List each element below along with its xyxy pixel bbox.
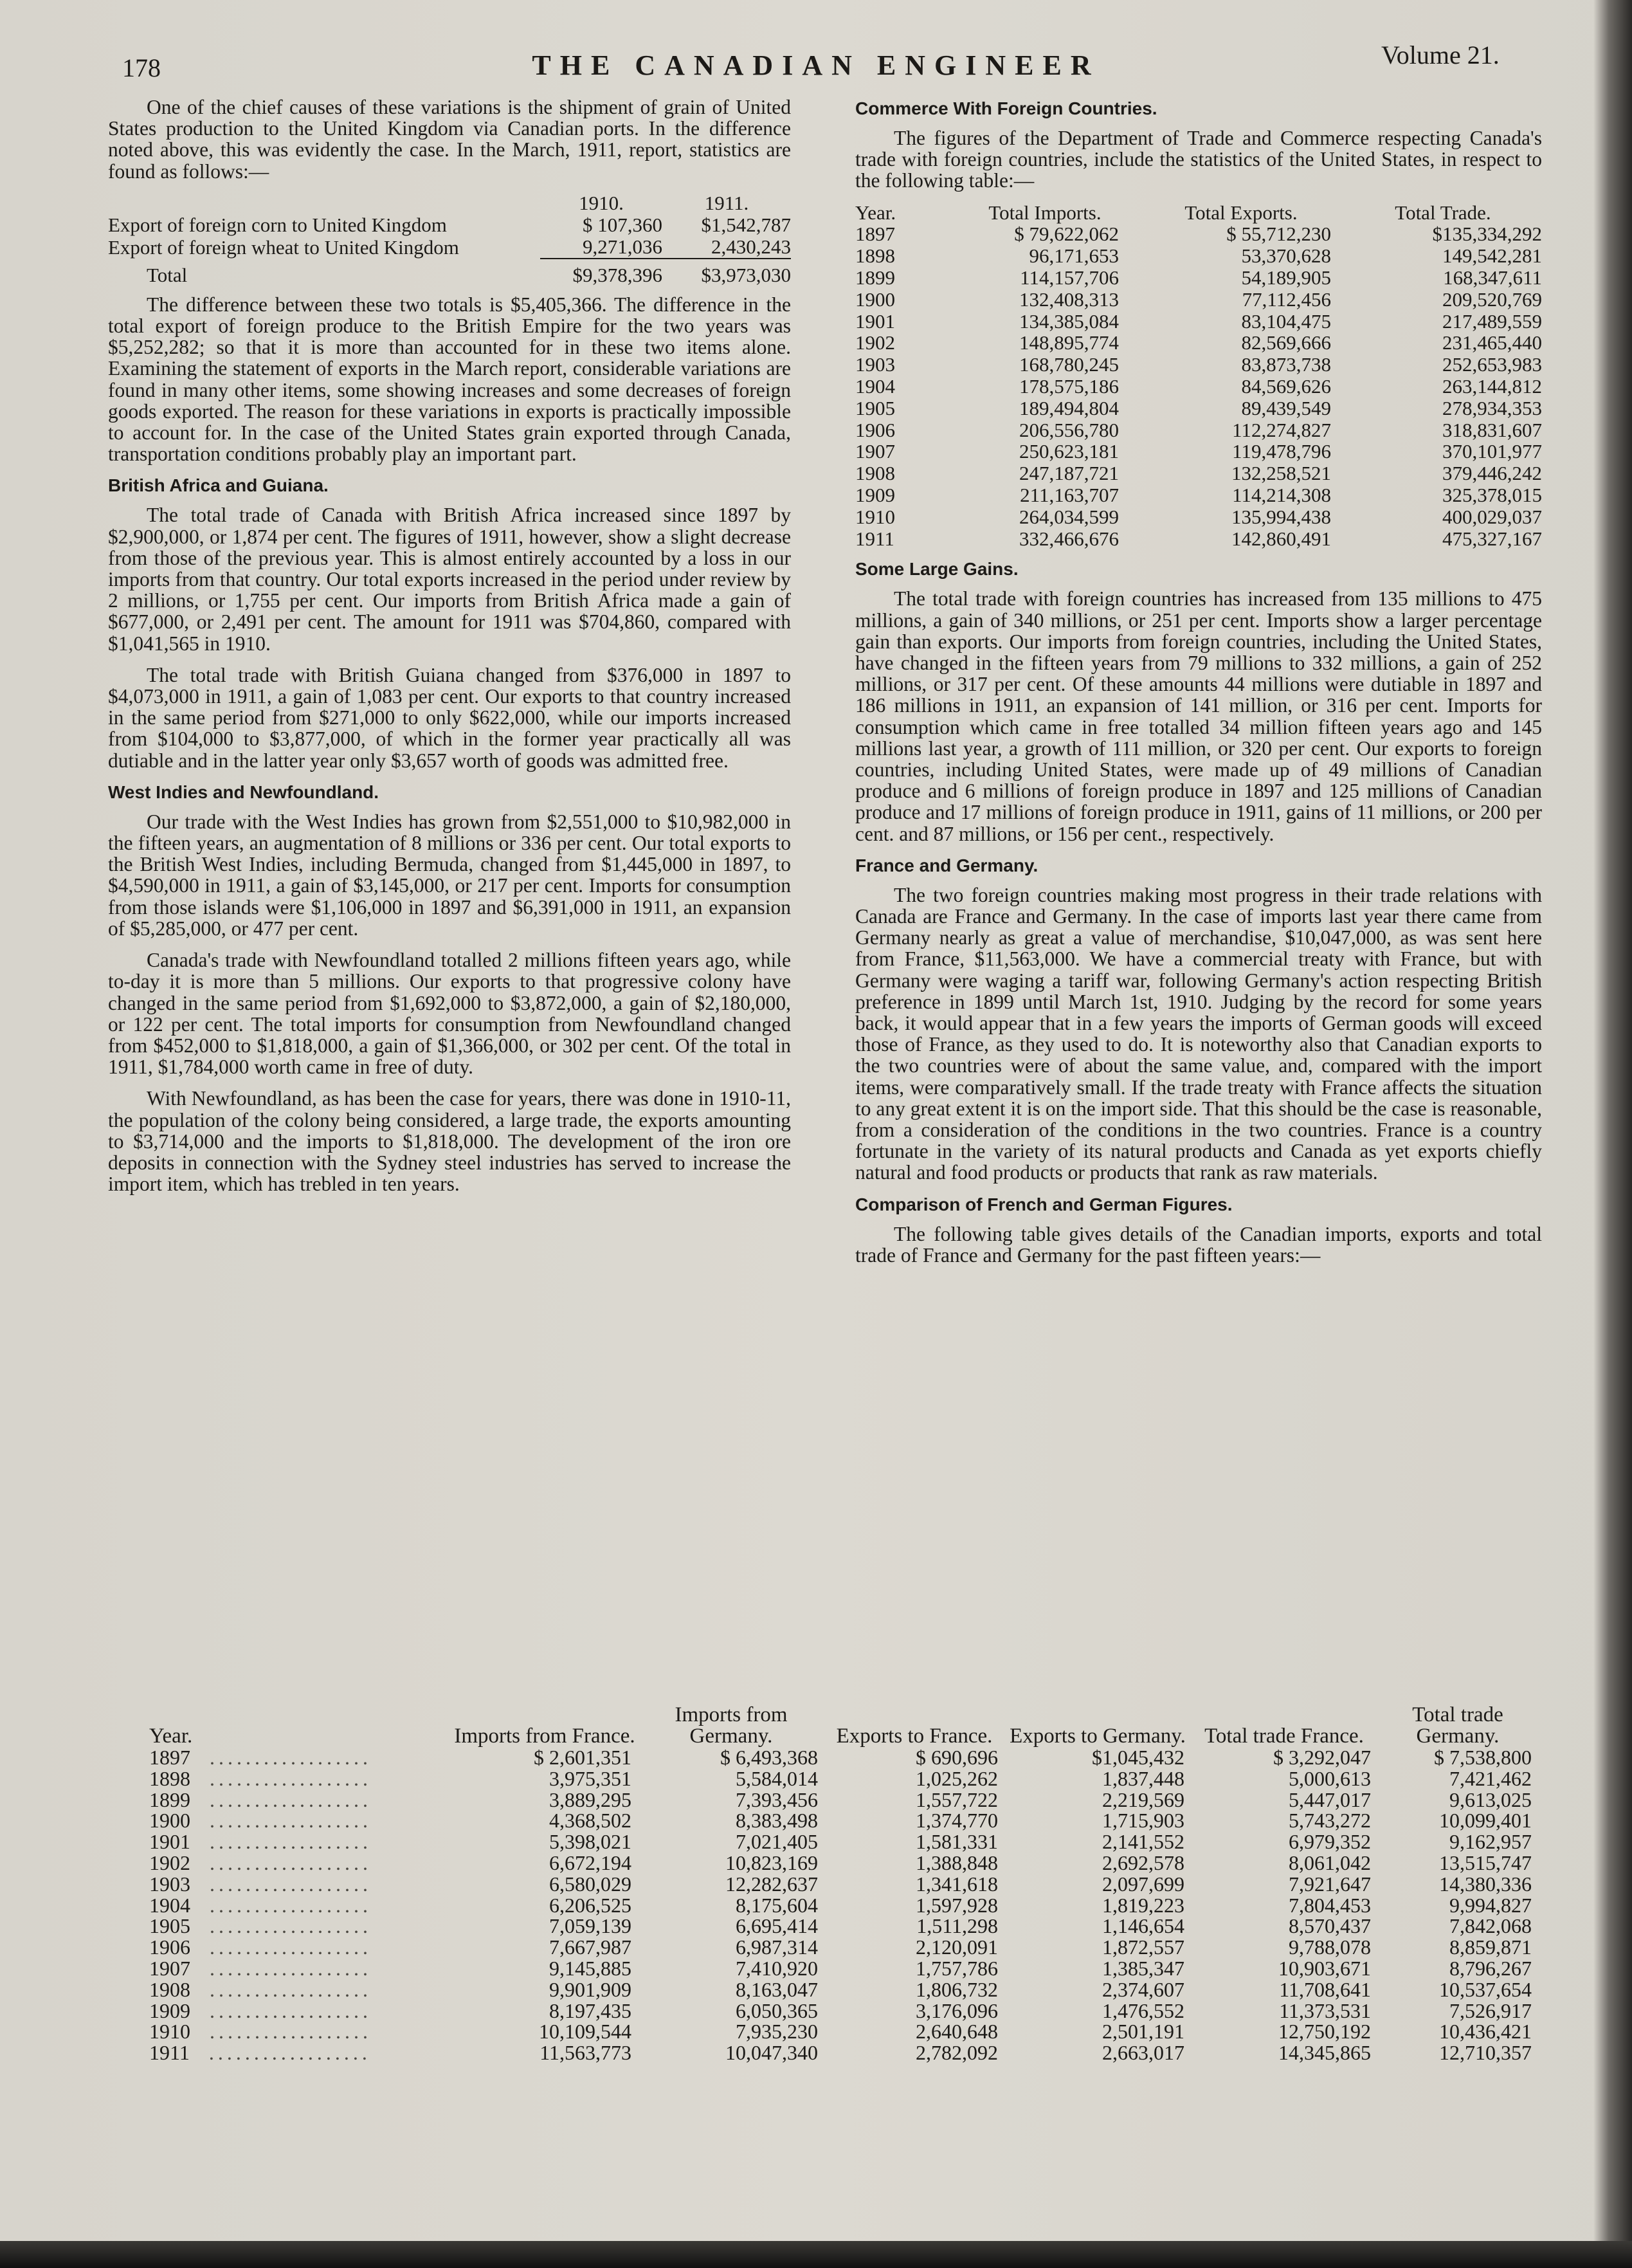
- col-header: Total trade France.: [1204, 1724, 1364, 1748]
- value-cell: 7,393,456: [736, 1788, 818, 1811]
- row-label: Export of foreign corn to United Kingdom: [108, 213, 447, 236]
- leader-dots: ..................: [210, 1788, 372, 1811]
- cell-value: $3,973,030: [662, 259, 791, 286]
- table-row: [855, 376, 1542, 398]
- value-cell: 135,994,438: [1231, 505, 1331, 528]
- leader-dots: ..................: [208, 2041, 371, 2065]
- year-cell: 1903: [149, 1872, 190, 1896]
- leader-dots: ..................: [210, 1746, 372, 1769]
- value-cell: 263,144,812: [1442, 374, 1542, 398]
- value-cell: 6,672,194: [549, 1851, 631, 1874]
- col-header: Imports from France.: [454, 1724, 635, 1748]
- value-cell: 11,708,641: [1279, 1977, 1371, 2001]
- table-row: [855, 332, 1542, 354]
- difference-paragraph: The difference between these two totals is $5,405,366. The difference in the total export of foreign produce to the British Empire for the two years was $5,252,282; so that it is more than accounted for in these two items alone. Examining the statement of exports in the March report, considerable variations are found in many other items, some showing increases and some decreases of foreign goods exported. The reason for these variations in exports is practically impossible to account for. In the case of the United States grain exported through Canada, transportation conditions probably play an important part.: [108, 293, 791, 466]
- comparison-paragraph: The following table gives details of the Canadian imports, exports and total trade of France and Germany for the past fifteen years:—: [855, 1222, 1542, 1267]
- year-cell: 1902: [149, 1851, 190, 1874]
- grain-export-table: [108, 192, 791, 286]
- value-cell: 10,109,544: [539, 2020, 631, 2044]
- value-cell: 2,097,699: [1102, 1872, 1184, 1896]
- table-row: [108, 214, 791, 236]
- value-cell: 114,157,706: [1020, 266, 1119, 289]
- year-leader-cell: [149, 1874, 451, 1895]
- leader-dots: ..................: [210, 1766, 372, 1790]
- west-indies-paragraph-2: Canada's trade with Newfoundland totalled 2 millions fifteen years ago, while to-day it is more than 5 millions. Our exports to that progressive colony have changed in the same period from $1,692,000 to $3,872,000, a gain of $2,180,000, or 122 per cent. The total imports for consumption from Newfoundland changed from $452,000 to $1,818,000, a gain of $1,366,000, or 302 per cent. Of the total in 1911, $1,784,000 worth came in free of duty.: [108, 949, 791, 1079]
- value-cell: 82,569,666: [1241, 331, 1331, 354]
- page-edge-shadow: [1593, 0, 1632, 2268]
- year-cell: 1908: [149, 1977, 190, 2001]
- heading-west-indies: West Indies and Newfoundland.: [108, 782, 379, 802]
- value-cell: 14,345,865: [1278, 2041, 1371, 2065]
- year-cell: 1905: [149, 1914, 190, 1938]
- year-cell: 1901: [855, 309, 895, 333]
- value-cell: 7,526,917: [1449, 1998, 1532, 2022]
- heading-france-germany: France and Germany.: [855, 855, 1038, 875]
- table-row: [149, 1937, 1538, 1958]
- year-cell: 1907: [855, 440, 895, 463]
- value-cell: 1,385,347: [1102, 1956, 1184, 1980]
- value-cell: 7,410,920: [736, 1956, 818, 1980]
- value-cell: 112,274,827: [1232, 418, 1331, 441]
- foreign-trade-table: [855, 202, 1542, 550]
- value-cell: 1,511,298: [916, 1914, 998, 1938]
- heading-large-gains: Some Large Gains.: [855, 559, 1019, 580]
- gains-paragraph: The total trade with foreign countries has increased from 135 millions to 475 millions, a gain of 340 millions, or 251 per cent. Imports show a larger percentage gain than exports. Our imports from foreign countries, including the United States, have changed in the fifteen years from 79 millions to 332 millions, a gain of 252 millions, or 317 per cent. Of these amounts 44 millions were dutiable in 1897 and 186 millions in 1911, an expansion of 141 million, or 316 per cent. Imports for consumption which came in free totalled 34 million fifteen years ago and 145 millions last year, a growth of 111 million, or 320 per cent. Our exports to foreign countries, including United States, were made up of 49 millions of Canadian produce and 6 millions of foreign produce in 1897 and 125 millions of Canadian produce and 17 millions of foreign produce in 1911, gains of 11 millions, or 200 per cent. and 87 millions, or 156 per cent., respectively.: [855, 587, 1542, 845]
- value-cell: 178,575,186: [1019, 374, 1119, 398]
- year-cell: 1910: [855, 505, 895, 528]
- value-cell: 132,408,313: [1019, 288, 1119, 311]
- col-header: Year.: [855, 201, 896, 224]
- col-header: Exports to Germany.: [1010, 1724, 1186, 1748]
- leader-dots: ..................: [210, 1872, 372, 1896]
- value-cell: 8,175,604: [736, 1893, 818, 1917]
- value-cell: 1,715,903: [1102, 1809, 1184, 1833]
- cell-value: 2,430,243: [711, 235, 791, 258]
- col-header: Total Exports.: [1184, 201, 1298, 224]
- value-cell: 14,380,336: [1439, 1872, 1532, 1896]
- col-header: Year.: [149, 1724, 193, 1748]
- table-row: [149, 1747, 1538, 1768]
- leader-dots: ..................: [210, 1851, 372, 1874]
- value-cell: 6,580,029: [549, 1872, 631, 1896]
- value-cell: 209,520,769: [1442, 288, 1542, 311]
- value-cell: 1,374,770: [916, 1809, 998, 1833]
- year-cell: 1899: [149, 1788, 190, 1811]
- west-indies-paragraph-3: With Newfoundland, as has been the case for years, there was done in 1910-11, the population of the colony being considered, a large trade, the exports amounting to $3,714,000 and the imports to $1,818,000. The development of the iron ore deposits in connection with the Sydney steel industries has served to increase the import item, which has trebled in ten years.: [108, 1087, 791, 1196]
- leader-dots: ..................: [210, 2020, 372, 2044]
- value-cell: $ 7,538,800: [1434, 1746, 1532, 1769]
- table-row: [149, 1789, 1538, 1811]
- value-cell: 2,374,607: [1102, 1977, 1184, 2001]
- value-cell: 1,597,928: [916, 1893, 998, 1917]
- table-row: [855, 223, 1542, 245]
- value-cell: 9,162,957: [1449, 1830, 1532, 1854]
- value-cell: 211,163,707: [1020, 483, 1119, 506]
- value-cell: 11,563,773: [539, 2041, 631, 2065]
- value-cell: 119,478,796: [1232, 440, 1331, 463]
- value-cell: 8,061,042: [1289, 1851, 1371, 1874]
- value-cell: 5,743,272: [1289, 1809, 1371, 1833]
- grain-col-1911: 1911.: [704, 191, 749, 214]
- table-row: [108, 236, 791, 259]
- value-cell: 325,378,015: [1442, 483, 1542, 506]
- cell-value: $1,542,787: [701, 213, 791, 236]
- value-cell: 1,476,552: [1102, 1998, 1184, 2022]
- value-cell: 96,171,653: [1029, 244, 1119, 268]
- scan-bottom-border: [0, 2241, 1632, 2268]
- value-cell: 217,489,559: [1442, 309, 1542, 333]
- year-leader-cell: [149, 2000, 451, 2022]
- year-cell: 1898: [149, 1766, 190, 1790]
- value-cell: 10,099,401: [1439, 1809, 1532, 1833]
- year-cell: 1909: [855, 483, 895, 506]
- value-cell: 12,750,192: [1278, 2020, 1371, 2044]
- intro-paragraph: One of the chief causes of these variations is the shipment of grain of United States production to the United Kingdom via Canadian ports. In the difference noted above, this was evidently the case. In the March, 1911, report, statistics are found as follows:—: [108, 96, 791, 183]
- col-header: Total Trade.: [1395, 201, 1491, 224]
- value-cell: 5,000,613: [1289, 1766, 1371, 1790]
- year-leader-cell: [149, 1958, 451, 1979]
- grain-col-1910: 1910.: [579, 191, 624, 214]
- table-row: [149, 2000, 1538, 2022]
- year-leader-cell: [149, 1916, 451, 1937]
- table-header-row: [855, 202, 1542, 224]
- value-cell: 8,859,871: [1449, 1935, 1532, 1959]
- value-cell: 400,029,037: [1442, 505, 1542, 528]
- col-header: Total Imports.: [988, 201, 1102, 224]
- value-cell: 7,921,647: [1289, 1872, 1371, 1896]
- journal-title: THE CANADIAN ENGINEER: [532, 50, 1100, 81]
- year-cell: 1897: [855, 223, 895, 246]
- value-cell: 3,889,295: [549, 1788, 631, 1811]
- row-label: Total: [147, 263, 188, 286]
- year-cell: 1903: [855, 353, 895, 376]
- leader-dots: ..................: [210, 1914, 372, 1938]
- value-cell: 8,383,498: [736, 1809, 818, 1833]
- value-cell: 6,050,365: [736, 1998, 818, 2022]
- year-leader-cell: [149, 1747, 451, 1768]
- table-row: [149, 1895, 1538, 1916]
- value-cell: 134,385,084: [1019, 309, 1119, 333]
- table-row: [149, 1916, 1538, 1937]
- table-row: [855, 419, 1542, 441]
- value-cell: 231,465,440: [1442, 331, 1542, 354]
- africa-paragraph-2: The total trade with British Guiana changed from $376,000 in 1897 to $4,073,000 in 1911, a gain of 1,083 per cent. Our exports to that country increased in the same period from $271,000 to only $622,000, while our imports increased from $104,000 to $3,877,000, of which in the former year practically all was dutiable and in the latter year only $3,657 worth of goods was admitted free.: [108, 663, 791, 772]
- year-cell: 1897: [149, 1746, 190, 1769]
- col-header: Exports to France.: [836, 1724, 993, 1748]
- value-cell: $ 3,292,047: [1273, 1746, 1371, 1769]
- value-cell: 2,219,569: [1102, 1788, 1184, 1811]
- table-row: [855, 354, 1542, 376]
- table-row: [855, 398, 1542, 419]
- value-cell: 10,903,671: [1278, 1956, 1371, 1980]
- year-leader-cell: [149, 1979, 451, 2000]
- table-row: [855, 506, 1542, 528]
- year-cell: 1911: [149, 2041, 190, 2065]
- value-cell: 7,804,453: [1289, 1893, 1371, 1917]
- value-cell: 10,047,340: [725, 2041, 818, 2065]
- value-cell: 332,466,676: [1019, 527, 1119, 550]
- value-cell: 10,537,654: [1439, 1977, 1532, 2001]
- value-cell: 5,584,014: [736, 1766, 818, 1790]
- africa-paragraph-1: The total trade of Canada with British Africa increased since 1897 by $2,900,000, or 1,874 per cent. The figures of 1911, however, show a slight decrease from those of the previous year. This is almost entirely accounted by a loss in our imports from that country. Our total exports increased in the period under review by 2 millions, or 1,755 per cent. Our imports from British Africa made a gain of $677,000, or 2,491 per cent. The amount for 1911 was $704,860, compared with $1,041,565 in 1910.: [108, 504, 791, 655]
- value-cell: 1,872,557: [1102, 1935, 1184, 1959]
- year-leader-cell: [149, 1852, 451, 1874]
- value-cell: 3,176,096: [916, 1998, 998, 2022]
- table-row: [149, 1874, 1538, 1895]
- value-cell: 2,141,552: [1102, 1830, 1184, 1854]
- value-cell: 83,104,475: [1241, 309, 1331, 333]
- value-cell: 1,757,786: [916, 1956, 998, 1980]
- table-row: [855, 484, 1542, 506]
- table-row: [149, 1958, 1538, 1979]
- value-cell: 8,163,047: [736, 1977, 818, 2001]
- year-cell: 1906: [855, 418, 895, 441]
- value-cell: 7,667,987: [549, 1935, 631, 1959]
- value-cell: 9,901,909: [549, 1977, 631, 2001]
- value-cell: 278,934,353: [1442, 396, 1542, 419]
- table-row: [108, 259, 791, 286]
- col-header: Imports from Germany.: [675, 1703, 788, 1748]
- heading-comparison: Comparison of French and German Figures.: [855, 1194, 1233, 1214]
- value-cell: 12,710,357: [1439, 2041, 1532, 2065]
- value-cell: $1,045,432: [1092, 1746, 1184, 1769]
- value-cell: 9,145,885: [549, 1956, 631, 1980]
- commerce-paragraph: The figures of the Department of Trade and Commerce respecting Canada's trade with foreign countries, include the statistics of the United States, in respect to the following table:—: [855, 127, 1542, 192]
- value-cell: 6,979,352: [1289, 1830, 1371, 1854]
- value-cell: 7,935,230: [736, 2020, 818, 2044]
- value-cell: $ 690,696: [916, 1746, 998, 1769]
- value-cell: 149,542,281: [1442, 244, 1542, 268]
- value-cell: 5,447,017: [1289, 1788, 1371, 1811]
- value-cell: 3,975,351: [549, 1766, 631, 1790]
- value-cell: 2,501,191: [1102, 2020, 1184, 2044]
- year-cell: 1907: [149, 1956, 190, 1980]
- value-cell: 11,373,531: [1279, 1998, 1371, 2022]
- leader-dots: ..................: [210, 1998, 372, 2022]
- value-cell: 1,557,722: [916, 1788, 998, 1811]
- value-cell: 83,873,738: [1241, 353, 1331, 376]
- value-cell: 7,059,139: [549, 1914, 631, 1938]
- year-cell: 1902: [855, 331, 895, 354]
- value-cell: 54,189,905: [1241, 266, 1331, 289]
- value-cell: 2,782,092: [916, 2041, 998, 2065]
- value-cell: 252,653,983: [1442, 353, 1542, 376]
- value-cell: 2,120,091: [916, 1935, 998, 1959]
- value-cell: 7,842,068: [1449, 1914, 1532, 1938]
- value-cell: 2,692,578: [1102, 1851, 1184, 1874]
- cell-value: $9,378,396: [540, 259, 662, 286]
- cell-value: $ 107,360: [583, 213, 662, 236]
- table-row: [855, 245, 1542, 267]
- heading-commerce-foreign: Commerce With Foreign Countries.: [855, 98, 1157, 118]
- value-cell: $135,334,292: [1432, 223, 1542, 246]
- year-cell: 1904: [149, 1893, 190, 1917]
- value-cell: 264,034,599: [1019, 505, 1119, 528]
- value-cell: 9,994,827: [1449, 1893, 1532, 1917]
- volume-label: Volume 21.: [1381, 41, 1500, 69]
- value-cell: 247,187,721: [1019, 462, 1119, 485]
- value-cell: $ 79,622,062: [1014, 223, 1119, 246]
- year-cell: 1904: [855, 374, 895, 398]
- value-cell: 1,388,848: [916, 1851, 998, 1874]
- value-cell: 53,370,628: [1241, 244, 1331, 268]
- year-leader-cell: [149, 2021, 451, 2042]
- table-row: [855, 267, 1542, 289]
- value-cell: 318,831,607: [1442, 418, 1542, 441]
- year-cell: 1906: [149, 1935, 190, 1959]
- right-column: [855, 96, 1542, 1276]
- value-cell: 1,025,262: [916, 1766, 998, 1790]
- value-cell: 2,663,017: [1102, 2041, 1184, 2065]
- value-cell: 7,021,405: [736, 1830, 818, 1854]
- value-cell: 2,640,648: [916, 2020, 998, 2044]
- value-cell: 148,895,774: [1019, 331, 1119, 354]
- row-label: Export of foreign wheat to United Kingdom: [108, 235, 459, 259]
- table-row: [855, 311, 1542, 333]
- value-cell: $ 55,712,230: [1226, 223, 1331, 246]
- value-cell: 206,556,780: [1019, 418, 1119, 441]
- value-cell: 379,446,242: [1442, 462, 1542, 485]
- value-cell: 250,623,181: [1019, 440, 1119, 463]
- page-number: 178: [122, 53, 161, 82]
- table-row: [149, 1768, 1538, 1789]
- value-cell: 1,146,654: [1102, 1914, 1184, 1938]
- left-column: [108, 96, 791, 1205]
- france-germany-paragraph: The two foreign countries making most progress in their trade relations with Canada are France and Germany. In the case of imports last year there came from Germany nearly as great a value of merchandise, $10,047,000, as was sent here from France, $11,563,000. We have a commercial treaty with France, but with Germany were waging a tariff war, following Germany's action respecting British preference in 1899 until March 1st, 1910. Judging by the record for some years back, it would appear that in a few years the imports of German goods will exceed those of France, as they used to do. It is noteworthy also that Canadian exports to the two countries were of about the same value, and, compared with the import items, were comparatively small. If the trade treaty with France affects the situation to any great extent it is on the import side. That this should be the case is reasonable, from a consideration of the conditions in the two countries. France is a country fortunate in the variety of its natural products and Canada as yet exports chiefly natural and food products or products that rank as raw materials.: [855, 883, 1542, 1184]
- table-row: [149, 1831, 1538, 1852]
- west-indies-paragraph-1: Our trade with the West Indies has grown from $2,551,000 to $10,982,000 in the fifteen years, an augmentation of 8 millions or 336 per cent. Our total exports to the British West Indies, including Bermuda, changed from $1,445,000 in 1897, to $4,590,000 in 1911, a gain of $3,145,000, or 217 per cent. Imports for consumption from those islands were $1,106,000 in 1897 and $6,391,000 in 1911, an expansion of $5,285,000, or 477 per cent.: [108, 810, 791, 940]
- table-row: [855, 462, 1542, 484]
- year-cell: 1908: [855, 462, 895, 485]
- value-cell: 142,860,491: [1231, 527, 1331, 550]
- year-cell: 1898: [855, 244, 895, 268]
- value-cell: 168,780,245: [1019, 353, 1119, 376]
- year-cell: 1909: [149, 1998, 190, 2022]
- year-cell: 1900: [855, 288, 895, 311]
- year-cell: 1910: [149, 2020, 190, 2044]
- value-cell: 5,398,021: [549, 1830, 631, 1854]
- table-row: [149, 2042, 1538, 2063]
- year-cell: 1911: [855, 527, 894, 550]
- table-row: [149, 1852, 1538, 1874]
- value-cell: 12,282,637: [725, 1872, 818, 1896]
- value-cell: 9,613,025: [1449, 1788, 1532, 1811]
- value-cell: 1,806,732: [916, 1977, 998, 2001]
- value-cell: 8,197,435: [549, 1998, 631, 2022]
- cell-value: 9,271,036: [583, 235, 662, 258]
- france-germany-table: [149, 1705, 1538, 2063]
- year-cell: 1901: [149, 1830, 190, 1854]
- value-cell: 189,494,804: [1019, 396, 1119, 419]
- table-row: [855, 441, 1542, 462]
- value-cell: 9,788,078: [1289, 1935, 1371, 1959]
- value-cell: 8,570,437: [1289, 1914, 1371, 1938]
- year-leader-cell: [149, 1937, 451, 1958]
- value-cell: 10,823,169: [725, 1851, 818, 1874]
- table-header-row: [149, 1705, 1538, 1747]
- value-cell: 475,327,167: [1442, 527, 1542, 550]
- value-cell: 370,101,977: [1442, 440, 1542, 463]
- year-cell: 1905: [855, 396, 895, 419]
- value-cell: 13,515,747: [1439, 1851, 1532, 1874]
- col-header: Total trade Germany.: [1412, 1703, 1503, 1748]
- year-leader-cell: [149, 1831, 451, 1852]
- value-cell: 4,368,502: [549, 1809, 631, 1833]
- value-cell: 168,347,611: [1443, 266, 1542, 289]
- year-cell: 1900: [149, 1809, 190, 1833]
- year-cell: 1899: [855, 266, 895, 289]
- value-cell: 8,796,267: [1449, 1956, 1532, 1980]
- value-cell: 10,436,421: [1439, 2020, 1532, 2044]
- leader-dots: ..................: [210, 1830, 372, 1854]
- leader-dots: ..................: [210, 1809, 372, 1833]
- year-leader-cell: [149, 1768, 451, 1789]
- year-leader-cell: [149, 1895, 451, 1916]
- page-header: [0, 40, 1632, 85]
- value-cell: 89,439,549: [1241, 396, 1331, 419]
- value-cell: $ 2,601,351: [534, 1746, 631, 1769]
- value-cell: $ 6,493,368: [720, 1746, 818, 1769]
- leader-dots: ..................: [210, 1977, 372, 2001]
- value-cell: 1,341,618: [916, 1872, 998, 1896]
- table-row: [855, 528, 1542, 550]
- year-leader-cell: [149, 1789, 451, 1811]
- table-row: [855, 289, 1542, 311]
- value-cell: 7,421,462: [1449, 1766, 1532, 1790]
- value-cell: 6,206,525: [549, 1893, 631, 1917]
- value-cell: 6,987,314: [736, 1935, 818, 1959]
- table-row: [149, 1979, 1538, 2000]
- leader-dots: ..................: [210, 1935, 372, 1959]
- heading-british-africa: British Africa and Guiana.: [108, 475, 329, 496]
- value-cell: 84,569,626: [1241, 374, 1331, 398]
- table-row: [149, 2021, 1538, 2042]
- leader-dots: ..................: [210, 1893, 372, 1917]
- leader-dots: ..................: [210, 1956, 372, 1980]
- value-cell: 77,112,456: [1242, 288, 1331, 311]
- value-cell: 1,837,448: [1102, 1766, 1184, 1790]
- value-cell: 114,214,308: [1232, 483, 1331, 506]
- year-leader-cell: [149, 2042, 451, 2063]
- table-row: [149, 1810, 1538, 1831]
- value-cell: 6,695,414: [736, 1914, 818, 1938]
- year-leader-cell: [149, 1810, 451, 1831]
- value-cell: 132,258,521: [1231, 462, 1331, 485]
- value-cell: 1,819,223: [1102, 1893, 1184, 1917]
- value-cell: 1,581,331: [916, 1830, 998, 1854]
